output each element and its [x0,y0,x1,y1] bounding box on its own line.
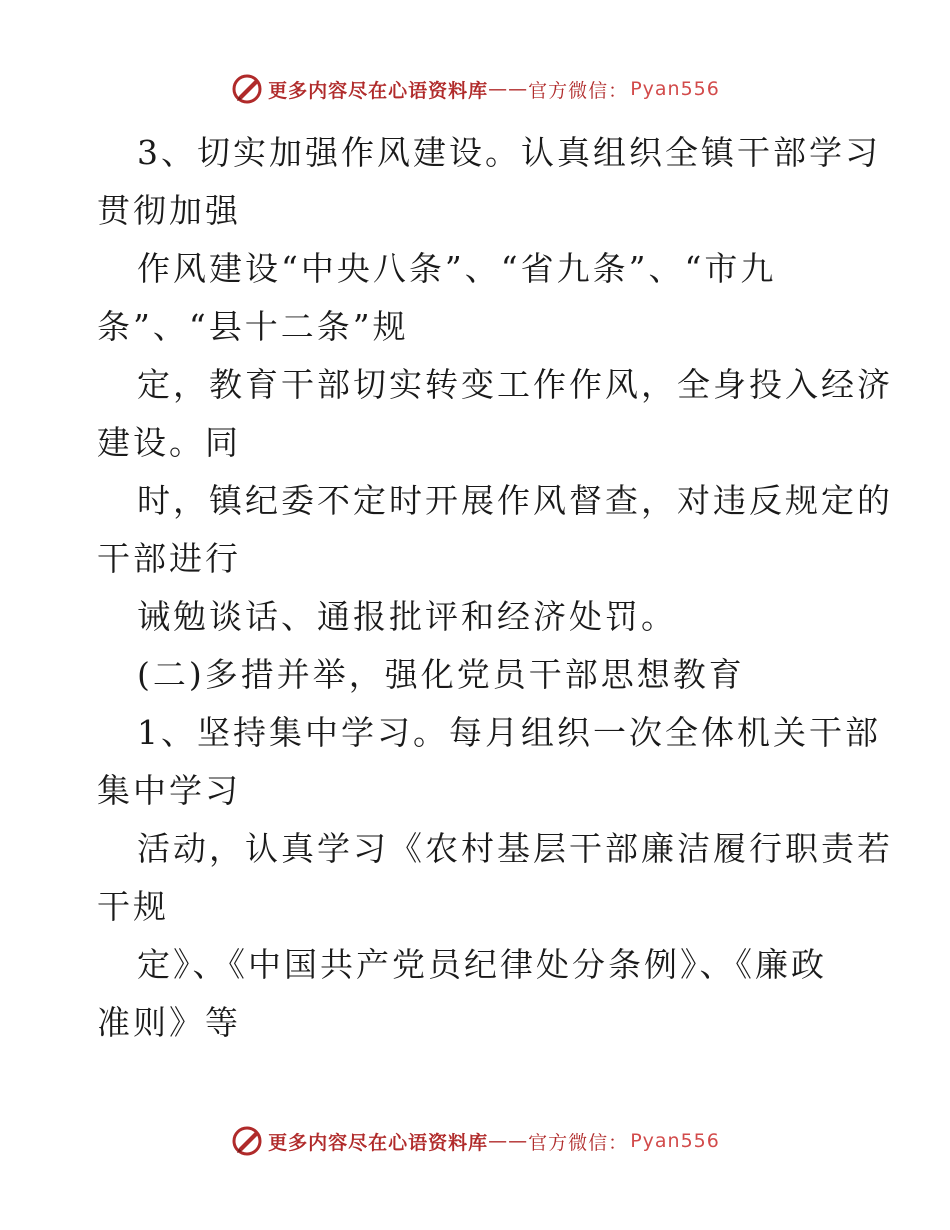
paragraph-line: 定，教育干部切实转变工作作风，全身投入经济 [137,365,893,404]
banner-wechat-id: Pyan556 [630,1130,720,1152]
paragraph-line: 贯彻加强 [97,191,241,230]
banner-brand: 更多内容尽在心语资料库 [268,1131,489,1154]
paragraph-line: 活动，认真学习《农村基层干部廉洁履行职责若 [137,829,893,868]
paragraph-line: 干部进行 [97,539,241,578]
paragraph-line: 条”、“县十二条”规 [97,307,409,346]
banner-contact-label: 官方微信： [528,79,629,102]
header-banner [0,72,950,106]
paragraph-line: 时，镇纪委不定时开展作风督查，对违反规定的 [137,481,893,520]
paragraph-line: 干规 [97,887,169,926]
paragraph-line: 建设。同 [97,423,241,462]
paragraph-line: 定》、《中国共产党员纪律处分条例》、《廉政 [137,945,827,984]
paragraph-line: 诫勉谈话、通报批评和经济处罚。 [137,597,677,636]
paragraph-line: 准则》等 [97,1003,241,1042]
section-heading: (二)多措并举，强化党员干部思想教育 [137,655,745,694]
footer-banner [0,1124,950,1158]
paragraph-line: 1、坚持集中学习。每月组织一次全体机关干部 [137,713,881,752]
document-body [97,124,893,1052]
banner-separator: —— [488,78,529,100]
banner-contact-label: 官方微信： [528,1131,629,1154]
paragraph-line: 3、切实加强作风建设。认真组织全镇干部学习 [137,133,881,172]
pen-seal-icon [230,72,264,106]
paragraph-line: 集中学习 [97,771,241,810]
banner-brand: 更多内容尽在心语资料库 [268,79,489,102]
banner-separator: —— [488,1130,529,1152]
pen-seal-icon [230,1124,264,1158]
paragraph-line: 作风建设“中央八条”、“省九条”、“市九 [137,249,777,288]
banner-wechat-id: Pyan556 [630,78,720,100]
